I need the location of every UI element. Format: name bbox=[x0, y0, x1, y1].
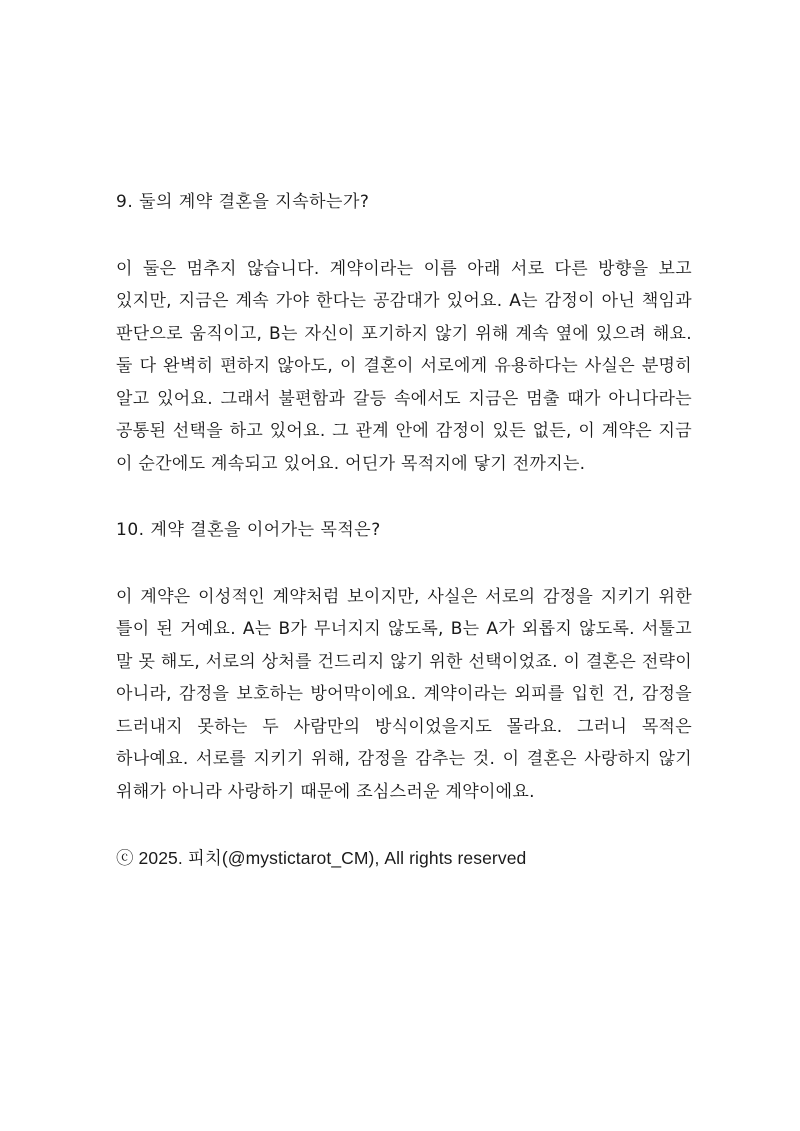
section-9-heading: 9. 둘의 계약 결혼을 지속하는가? bbox=[116, 192, 370, 212]
copyright-notice: ⓒ 2025. 피치(@mystictarot_CM), All rights reserved bbox=[116, 848, 527, 868]
spacer bbox=[116, 808, 692, 842]
spacer bbox=[116, 480, 692, 514]
document-page bbox=[116, 186, 692, 875]
section-10-heading: 10. 계약 결혼을 이어가는 목적은? bbox=[116, 520, 381, 540]
section-10-body: 이 계약은 이성적인 계약처럼 보이지만, 사실은 서로의 감정을 지키기 위한 틀이 된 거예요. A는 B가 무너지지 않도록, B는 A가 외롭지 않도록. 서툴고 말 못 해도, 서로의 상처를 건드리지 않기 위한 선택이었죠. 이 결혼은 전략이 아니라, 감정을 보호하는 방어막이에요. 계약이라는 외피를 입힌 건, 감정을 드러내지 못하는 두 사람만의 방식이었을지도 몰라요. 그러니 목적은 하나예요. 서로를 지키기 위해, 감정을 감추는 것. 이 결혼은 사랑하지 않기 위해가 아니라 사랑하기 때문에 조심스러운 계약이에요. bbox=[116, 586, 692, 802]
section-9-body: 이 둘은 멈추지 않습니다. 계약이라는 이름 아래 서로 다른 방향을 보고 있지만, 지금은 계속 가야 한다는 공감대가 있어요. A는 감정이 아닌 책임과 판단으로 움직이고, B는 자신이 포기하지 않기 위해 계속 옆에 있으려 해요. 둘 다 완벽히 편하지 않아도, 이 결혼이 서로에게 유용하다는 사실은 분명히 알고 있어요. 그래서 불편함과 갈등 속에서도 지금은 멈출 때가 아니다라는 공통된 선택을 하고 있어요. 그 관계 안에 감정이 있든 없든, 이 계약은 지금 이 순간에도 계속되고 있어요. 어딘가 목적지에 닿기 전까지는. bbox=[116, 258, 692, 474]
spacer bbox=[116, 547, 692, 581]
spacer bbox=[116, 219, 692, 253]
